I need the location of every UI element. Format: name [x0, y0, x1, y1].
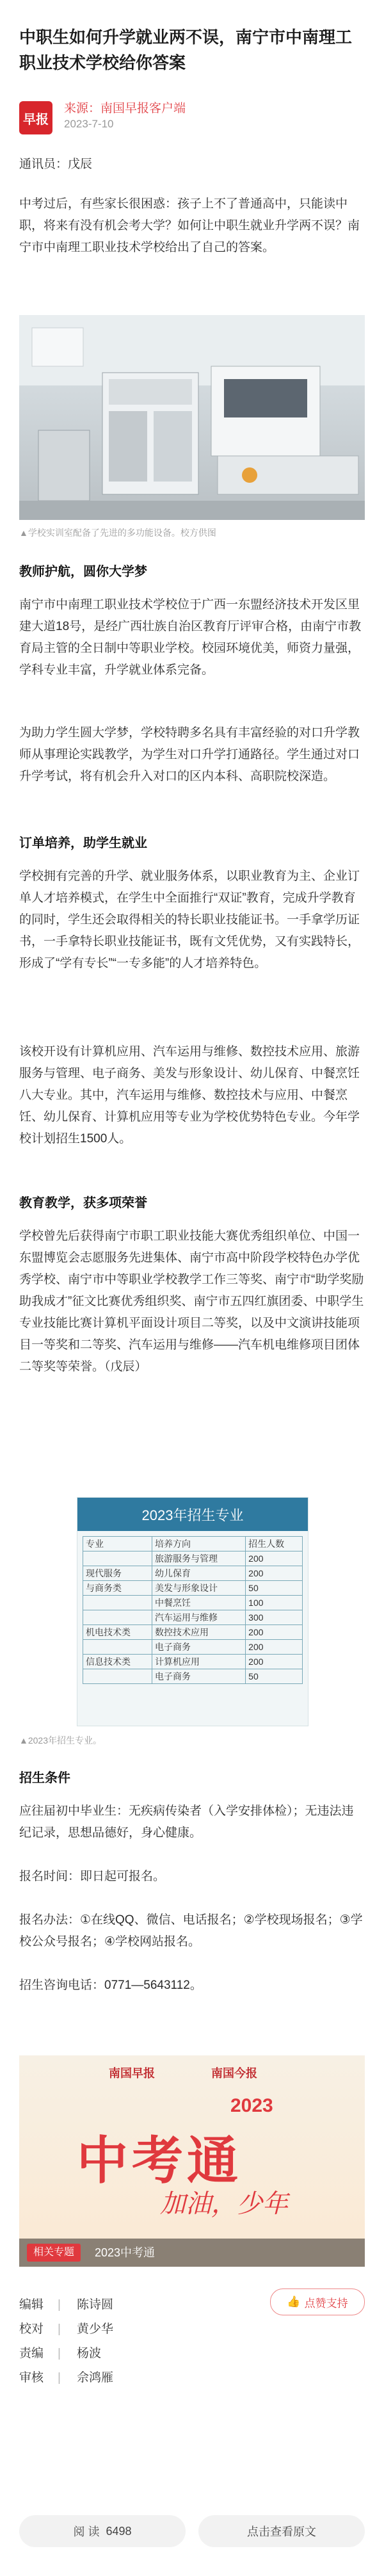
- topic-tag: 相关专题: [27, 2244, 81, 2262]
- paragraph-teachers: 为助力学生圆大学梦，学校特聘多名具有丰富经验的对口升学教师从事理论实践教学，为学生对口升学打通路径。学生通过对口升学考试，将有机会升入对口的区内本科、高职院校深造。: [19, 726, 360, 783]
- like-label: 点赞支持: [304, 2297, 348, 2310]
- table-cell: 信息技术类: [83, 1655, 152, 1669]
- article-photo[interactable]: [19, 315, 365, 520]
- read-count-button[interactable]: [19, 2515, 186, 2547]
- banner-brand-right: 南国今报: [211, 2067, 257, 2080]
- photo-caption: ▲学校实训室配备了先进的多功能设备。校方供图: [19, 528, 216, 538]
- table-cell: 数控技术应用: [152, 1625, 245, 1640]
- table-cell: 与商务类: [83, 1581, 152, 1596]
- table-row: [83, 1566, 303, 1581]
- paragraph-majors: 该校开设有计算机应用、汽车运用与维修、数控技术应用、旅游服务与管理、电子商务、美发与形象设计、幼儿保育、中餐烹饪八大专业。其中，汽车运用与维修、数控技术与应用、中餐烹饪、幼儿保育、计算机应用等专业为学校优势特色专业。今年学校计划招生1500人。: [19, 1045, 360, 1146]
- table-cell: 中餐烹饪: [152, 1596, 245, 1610]
- table-cell: 200: [246, 1566, 303, 1581]
- table-header-cell: 招生人数: [246, 1537, 303, 1551]
- credit-proofreader: 校对 | 黄少华: [19, 2322, 114, 2336]
- table-cell: 200: [246, 1625, 303, 1640]
- view-original-button[interactable]: 点击查看原文: [198, 2515, 365, 2547]
- table-cell: [83, 1551, 152, 1566]
- paragraph-conditions: 应往届初中毕业生：无疾病传染者（入学安排体检）；无违法违纪记录，思想品德好，身心健康。: [19, 1804, 354, 1840]
- table-row: [83, 1655, 303, 1669]
- table-row: [83, 1625, 303, 1640]
- paragraph-school-intro: 南宁市中南理工职业技术学校位于广西一东盟经济技术开发区里建大道18号，是经广西壮族自治区教育厅评审合格，由南宁市教育局主管的全日制中等职业学校。校园环境优美，师资力量强，学科专业丰富，升学就业体系完备。: [19, 598, 362, 677]
- enrollment-plan-table: [83, 1536, 303, 1684]
- table-row: [83, 1551, 303, 1566]
- table-cell: 汽车运用与维修: [152, 1610, 245, 1625]
- read-label: 阅 读: [73, 2525, 100, 2538]
- paragraph-honors: 学校曾先后获得南宁市职工职业技能大赛优秀组织单位、中国一东盟博览会志愿服务先进集体、南宁市高中阶段学校特色办学优秀学校、南宁市中等职业学校教学工作三等奖、南宁市“助学奖励 助我成才”征文比赛优秀组织奖、南宁市五四红旗团委、中职学生专业技能比赛计算机平面设计项目二等奖，以及中文演讲技能项目一等奖和二等奖、汽车运用与维修——汽车机电维修项目团体二等奖等荣誉。（戊辰）: [19, 1229, 364, 1373]
- table-cell: [83, 1669, 152, 1684]
- enrollment-plan-heading: 2023年招生专业: [77, 1498, 308, 1531]
- section-heading-1: 教师护航，圆你大学梦: [19, 565, 147, 579]
- table-cell: 电子商务: [152, 1640, 245, 1655]
- banner-year: 2023: [230, 2095, 273, 2116]
- table-row: [83, 1640, 303, 1655]
- read-count: 6498: [106, 2524, 132, 2538]
- table-cell: [83, 1596, 152, 1610]
- table-cell: 机电技术类: [83, 1625, 152, 1640]
- table-cell: 现代服务: [83, 1566, 152, 1581]
- article-title: 中职生如何升学就业两不误，南宁市中南理工职业技术学校给你答案: [19, 28, 353, 72]
- paragraph-phone: 招生咨询电话：0771—5643112。: [19, 1979, 202, 1992]
- banner-headline: 中考通: [77, 2132, 242, 2189]
- credit-chief-editor: 责编 | 杨波: [19, 2347, 102, 2360]
- table-row: [83, 1581, 303, 1596]
- banner-slogan: 加油，少年: [160, 2190, 288, 2218]
- table-header-cell: 培养方向: [152, 1537, 245, 1551]
- table-cell: 计算机应用: [152, 1655, 245, 1669]
- table-cell: 电子商务: [152, 1669, 245, 1684]
- table-cell: 幼儿保育: [152, 1566, 245, 1581]
- banner-brand-left: 南国早报: [109, 2067, 155, 2080]
- section-heading-2: 订单培养，助学生就业: [19, 836, 147, 850]
- table-row: [83, 1669, 303, 1684]
- table-row: [83, 1610, 303, 1625]
- table-cell: 50: [246, 1669, 303, 1684]
- credit-reviewer: 审核 | 佘鸿雁: [19, 2371, 114, 2385]
- paragraph-intro: 中考过后，有些家长很困惑：孩子上不了普通高中，只能读中职，将来有没有机会考大学？如何让中职生就业升学两不误？南宁市中南理工职业技术学校给出了自己的答案。: [19, 197, 360, 254]
- table-cell: 200: [246, 1640, 303, 1655]
- thumbs-up-icon: 👍: [287, 2296, 301, 2308]
- like-button[interactable]: [270, 2288, 365, 2315]
- table-cell: 美发与形象设计: [152, 1581, 245, 1596]
- banner-topic-bar[interactable]: [19, 2239, 365, 2267]
- table-cell: 300: [246, 1610, 303, 1625]
- credit-editor: 编辑 | 陈诗圆: [19, 2298, 114, 2312]
- table-cell: 旅游服务与管理: [152, 1551, 245, 1566]
- correspondent: 通讯员：戊辰: [19, 158, 93, 171]
- source-logo: 早报: [19, 101, 52, 134]
- table-header-cell: 专业: [83, 1537, 152, 1551]
- paragraph-registration-time: 报名时间：即日起可报名。: [19, 1870, 166, 1883]
- topic-label: 2023中考通: [95, 2246, 156, 2259]
- section-heading-4: 招生条件: [19, 1771, 70, 1785]
- table-cell: 200: [246, 1655, 303, 1669]
- table-cell: 50: [246, 1581, 303, 1596]
- table-cell: 100: [246, 1596, 303, 1610]
- publish-date: 2023-7-10: [64, 118, 114, 130]
- table-cell: [83, 1610, 152, 1625]
- table-cell: [83, 1640, 152, 1655]
- paragraph-registration-method: 报名办法：①在线QQ、微信、电话报名；②学校现场报名；③学校公众号报名；④学校网站报名。: [19, 1913, 363, 1948]
- table-cell: 200: [246, 1551, 303, 1566]
- related-topic-banner[interactable]: [19, 2055, 365, 2267]
- enrollment-plan-image[interactable]: [77, 1497, 308, 1726]
- paragraph-training: 学校拥有完善的升学、就业服务体系，以职业教育为主、企业订单人才培养模式，在学生中全面推行“双证”教育，完成升学教育的同时，学生还会取得相关的特长职业技能证书。一手拿学历证书，一手拿特长职业技能证书，既有文凭优势，又有实践特长，形成了“学有专长”“一专多能”的人才培养特色。: [19, 870, 360, 970]
- table-row: [83, 1596, 303, 1610]
- table-caption: ▲2023年招生专业。: [19, 1735, 102, 1746]
- section-heading-3: 教育教学，获多项荣誉: [19, 1196, 147, 1210]
- source-name[interactable]: 来源：南国早报客户端: [64, 102, 186, 115]
- lab-photo-illustration: [19, 315, 365, 520]
